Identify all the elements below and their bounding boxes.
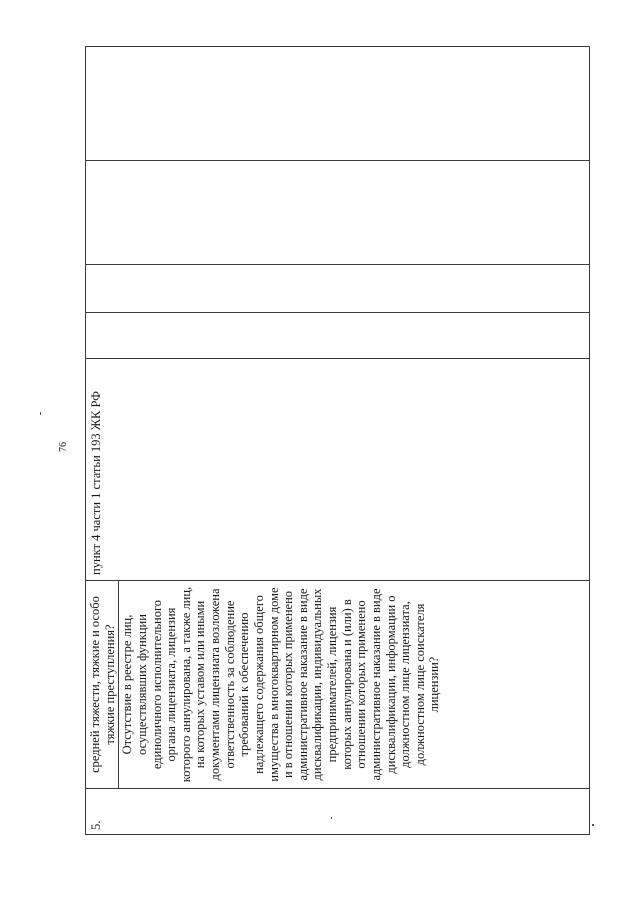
row-number-cell xyxy=(86,789,590,835)
legal-reference-cell xyxy=(86,359,590,581)
answer-cell-yes xyxy=(86,313,590,359)
checklist-table-rotated xyxy=(85,47,590,835)
checklist-table xyxy=(85,46,590,835)
note-cell xyxy=(86,47,590,161)
table-row xyxy=(86,47,590,835)
continuation-text: средней тяжести, тяжкие и особо тяжкие преступления? xyxy=(88,596,117,773)
scan-speck xyxy=(40,412,41,415)
question-text: Отсутствие в реестре лиц, осуществлявших функции единоличного исполнительного органа лицензиата, лицензия которого аннулирована, а также лиц, на которых уставом или иными документами лицензиата возложена ответственность за соблюдение требований к обеспечению надлежащего содержания общего имущества в многоквартирном доме и в отношении которых применено административное наказание в виде дисквалификации, индивидуальных предпринимателей, лицензия которых аннулирована и (или) в отношении которых применено административное наказание в виде дисквалификации, информации о должностном лице лицензиата, должностном лице соискателя лицензии? xyxy=(120,586,442,783)
row-divider xyxy=(118,581,119,788)
page-number: 76 xyxy=(58,442,69,452)
row-number: 5. xyxy=(89,820,103,830)
legal-reference: пункт 4 части 1 статьи 193 ЖК РФ xyxy=(89,390,103,575)
question-cell xyxy=(86,581,590,789)
answer-cell-no xyxy=(86,265,590,313)
answer-cell-na xyxy=(86,161,590,265)
scan-speck xyxy=(592,824,594,826)
